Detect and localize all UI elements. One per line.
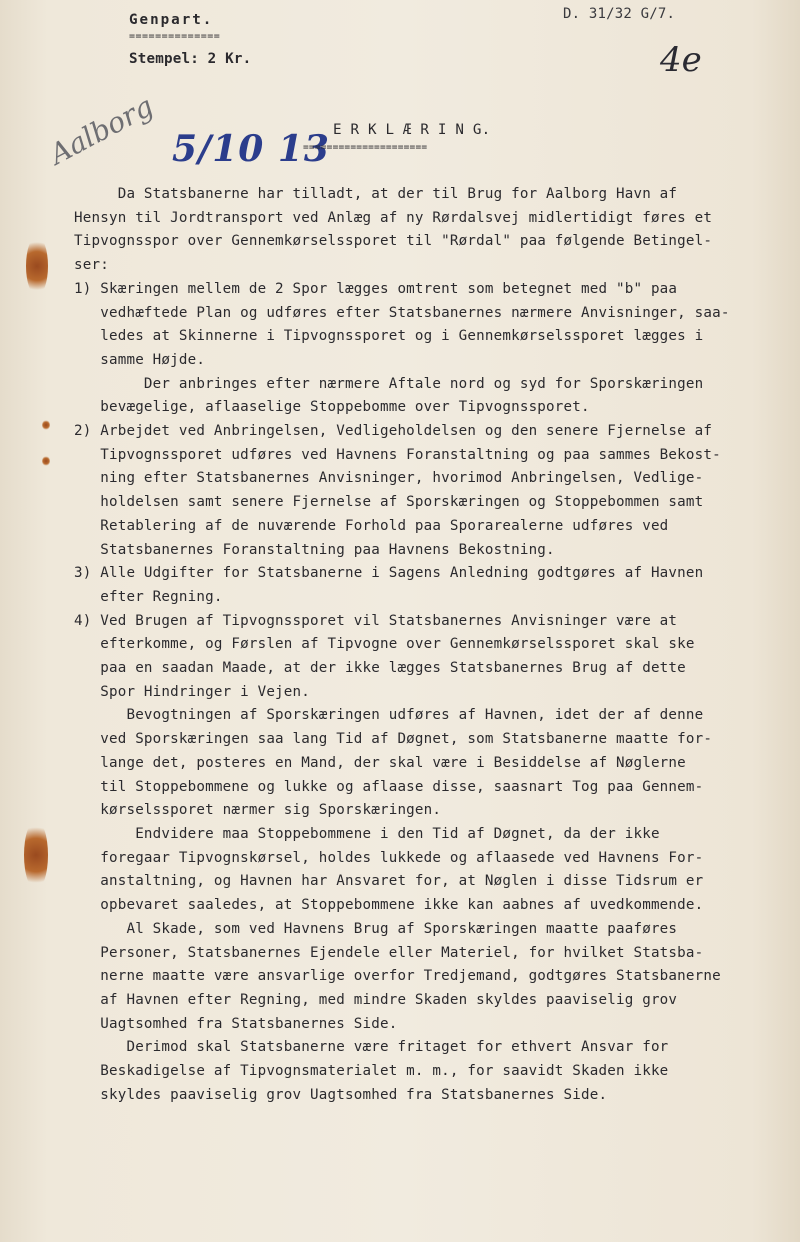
text-line: holdelsen samt senere Fjernelse af Sporskæringen og Stoppebommen samt — [74, 494, 704, 511]
text-line: til Stoppebommene og lukke og aflaase disse, saasnart Tog paa Gennem- — [74, 778, 704, 795]
text-line: Da Statsbanerne har tilladt, at der til Brug for Aalborg Havn af — [74, 186, 678, 202]
rust-stain — [24, 820, 48, 890]
text-line: foregaar Tipvognskørsel, holdes lukkede og aflaasede ved Havnens For- — [74, 849, 704, 866]
text-line: bevægelige, aflaaselige Stoppebomme over Tipvognssporet. — [74, 399, 590, 416]
text-line: Der anbringes efter nærmere Aftale nord og syd for Sporskæringen — [74, 375, 704, 392]
text-line: Statsbanernes Foranstaltning paa Havnens Bekostning. — [74, 541, 555, 558]
text-line: vedhæftede Plan og udføres efter Statsbanernes nærmere Anvisninger, saa- — [74, 304, 730, 321]
rust-stain — [26, 236, 48, 296]
text-line: Personer, Statsbanernes Ejendele eller Materiel, for hvilket Statsba- — [74, 944, 704, 961]
handwritten-mark: 4e — [660, 40, 702, 80]
document-title-underline: ===================== — [303, 142, 428, 153]
text-line: ning efter Statsbanernes Anvisninger, hvorimod Anbringelsen, Vedlige- — [74, 470, 704, 487]
reference-number: D. 31/32 G/7. — [563, 6, 676, 22]
text-line: Derimod skal Statsbanerne være fritaget for ethvert Ansvar for — [74, 1039, 669, 1056]
stamp-fee: Stempel: 2 Kr. — [129, 51, 252, 67]
body-text — [74, 183, 774, 1107]
text-line: Tipvognsspor over Gennemkørselssporet til "Rørdal" paa følgende Betingel- — [74, 233, 713, 250]
text-line: ledes at Skinnerne i Tipvognssporet og i Gennemkørselssporet lægges i — [74, 328, 704, 345]
text-line: 3) Alle Udgifter for Statsbanerne i Sagens Anledning godtgøres af Havnen — [74, 565, 704, 582]
text-line: Tipvognssporet udføres ved Havnens Foranstaltning og paa sammes Bekost- — [74, 446, 721, 463]
text-line: Uagtsomhed fra Statsbanernes Side. — [74, 1015, 398, 1032]
text-line: Al Skade, som ved Havnens Brug af Sporskæringen maatte paaføres — [74, 920, 678, 937]
text-line: 1) Skæringen mellem de 2 Spor lægges omtrent som betegnet med "b" paa — [74, 280, 678, 297]
margin-note-place: Aalborg — [44, 89, 159, 172]
text-line: opbevaret saaledes, at Stoppebommene ikke kan aabnes af uvedkommende. — [74, 897, 704, 914]
rust-stain — [42, 456, 50, 466]
text-line: samme Højde. — [74, 351, 206, 368]
text-line: paa en saadan Maade, at der ikke lægges Statsbanernes Brug af dette — [74, 660, 686, 677]
text-line: 4) Ved Brugen af Tipvognssporet vil Statsbanernes Anvisninger være at — [74, 612, 678, 629]
text-line: Endvidere maa Stoppebommene i den Tid af Døgnet, da der ikke — [74, 825, 660, 842]
text-line: Bevogtningen af Sporskæringen udføres af Havnen, idet der af denne — [74, 707, 704, 724]
text-line: nerne maatte være ansvarlige overfor Tredjemand, godtgøres Statsbanerne — [74, 968, 721, 985]
margin-note-date: 5/10 13 — [172, 128, 330, 170]
text-line: lange det, posteres en Mand, der skal være i Besiddelse af Nøglerne — [74, 754, 686, 771]
text-line: Hensyn til Jordtransport ved Anlæg af ny Rørdalsvej midlertidigt føres et — [74, 209, 713, 226]
text-line: ved Sporskæringen saa lang Tid af Døgnet, som Statsbanerne maatte for- — [74, 731, 713, 748]
copy-label: Genpart. — [129, 12, 214, 28]
text-line: anstaltning, og Havnen har Ansvaret for, at Nøglen i disse Tidsrum er — [74, 873, 704, 890]
text-line: af Havnen efter Regning, med mindre Skaden skyldes paaviselig grov — [74, 991, 678, 1008]
text-line: 2) Arbejdet ved Anbringelsen, Vedligeholdelsen og den senere Fjernelse af — [74, 423, 713, 440]
text-line: ser: — [74, 257, 109, 274]
copy-label-underline: ============== — [129, 31, 221, 42]
document-title: E R K L Æ R I N G. — [333, 122, 491, 138]
text-line: efter Regning. — [74, 588, 223, 605]
text-line: Beskadigelse af Tipvognsmaterialet m. m., for saavidt Skaden ikke — [74, 1063, 669, 1080]
text-line: efterkomme, og Førslen af Tipvogne over Gennemkørselssporet skal ske — [74, 636, 695, 653]
text-line: Retablering af de nuværende Forhold paa Sporarealerne udføres ved — [74, 517, 669, 534]
text-line: Spor Hindringer i Vejen. — [74, 683, 311, 700]
text-line: skyldes paaviselig grov Uagtsomhed fra Statsbanernes Side. — [74, 1086, 608, 1103]
rust-stain — [42, 420, 50, 430]
text-line: kørselssporet nærmer sig Sporskæringen. — [74, 802, 442, 819]
